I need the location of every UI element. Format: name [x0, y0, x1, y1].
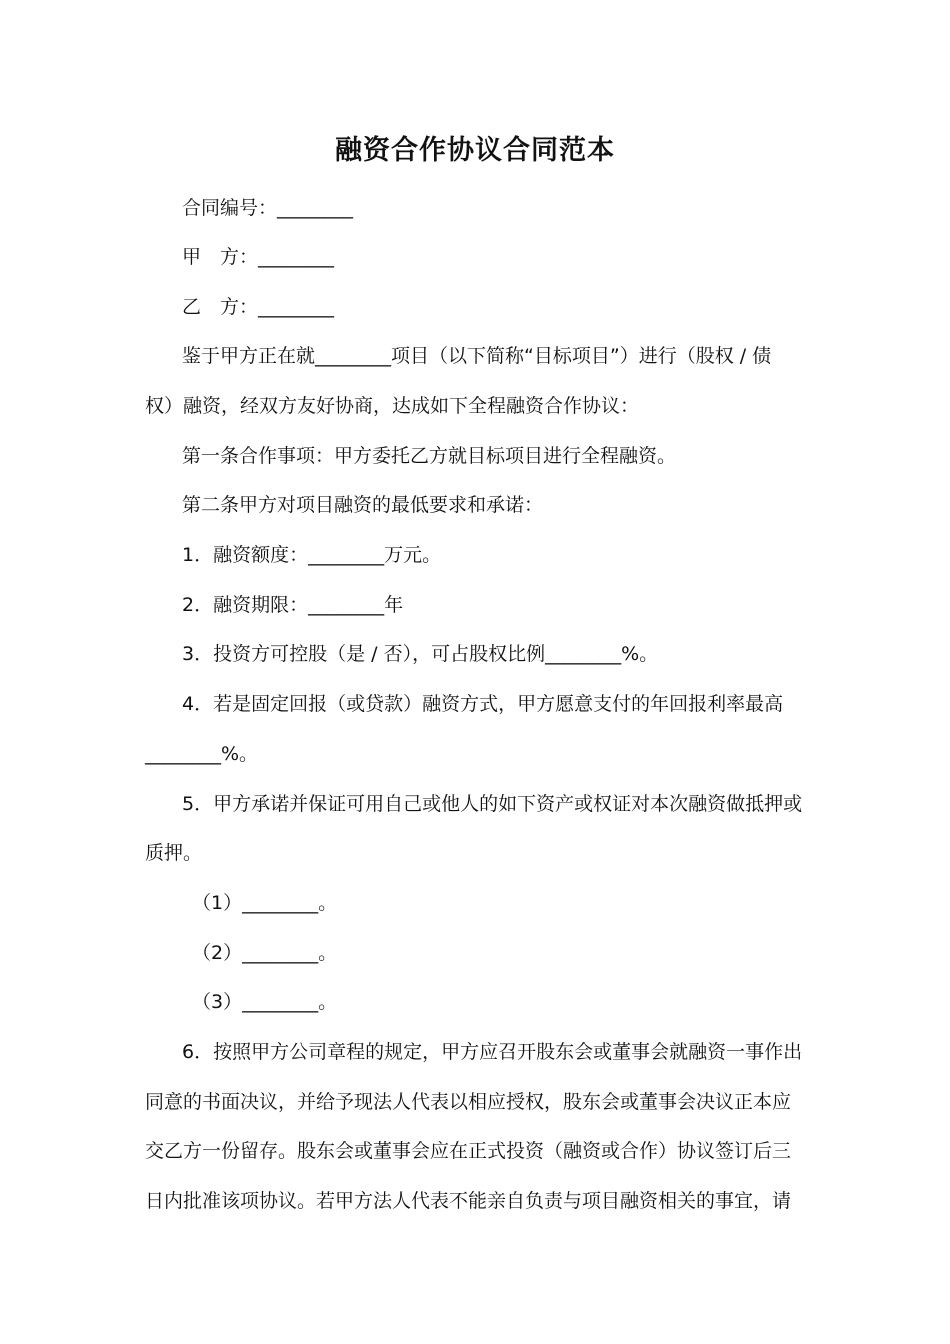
- party-a-field: 甲 方：________: [182, 246, 335, 268]
- item-1: 1．融资额度：________万元。: [182, 544, 442, 566]
- item-6-line-2: 同意的书面决议，并给予现法人代表以相应授权，股东会或董事会决议正本应: [145, 1091, 792, 1113]
- item-6-line-4: 日内批准该项协议。若甲方法人代表不能亲自负责与项目融资相关的事宜，请: [145, 1190, 792, 1212]
- item-5-line-1: 5．甲方承诺并保证可用自己或他人的如下资产或权证对本次融资做抵押或: [182, 793, 803, 815]
- item-6-line-1: 6．按照甲方公司章程的规定，甲方应召开股东会或董事会就融资一事作出: [182, 1041, 803, 1063]
- preamble-line-1: 鉴于甲方正在就________项目（以下简称“目标项目”）进行（股权 / 债: [182, 345, 772, 367]
- article-2-heading: 第二条甲方对项目融资的最低要求和承诺：: [182, 494, 544, 516]
- item-2: 2．融资期限：________年: [182, 594, 404, 616]
- party-b-field: 乙 方：________: [182, 296, 335, 318]
- contract-number-field: 合同编号：________: [182, 197, 354, 219]
- item-4-line-2: ________%。: [145, 743, 259, 765]
- subitem-3: （3）________。: [192, 991, 338, 1013]
- item-6-line-3: 交乙方一份留存。股东会或董事会应在正式投资（融资或合作）协议签订后三: [145, 1140, 792, 1162]
- preamble-line-2: 权）融资，经双方友好协商，达成如下全程融资合作协议：: [145, 395, 640, 417]
- subitem-2: （2）________。: [192, 942, 338, 964]
- article-1: 第一条合作事项：甲方委托乙方就目标项目进行全程融资。: [182, 445, 677, 467]
- item-4-line-1: 4．若是固定回报（或贷款）融资方式，甲方愿意支付的年回报利率最高: [182, 693, 784, 715]
- item-5-line-2: 质押。: [145, 842, 203, 864]
- document-title: 融资合作协议合同范本: [335, 135, 615, 166]
- subitem-1: （1）________。: [192, 892, 338, 914]
- item-3: 3．投资方可控股（是 / 否），可占股权比例________%。: [182, 643, 659, 665]
